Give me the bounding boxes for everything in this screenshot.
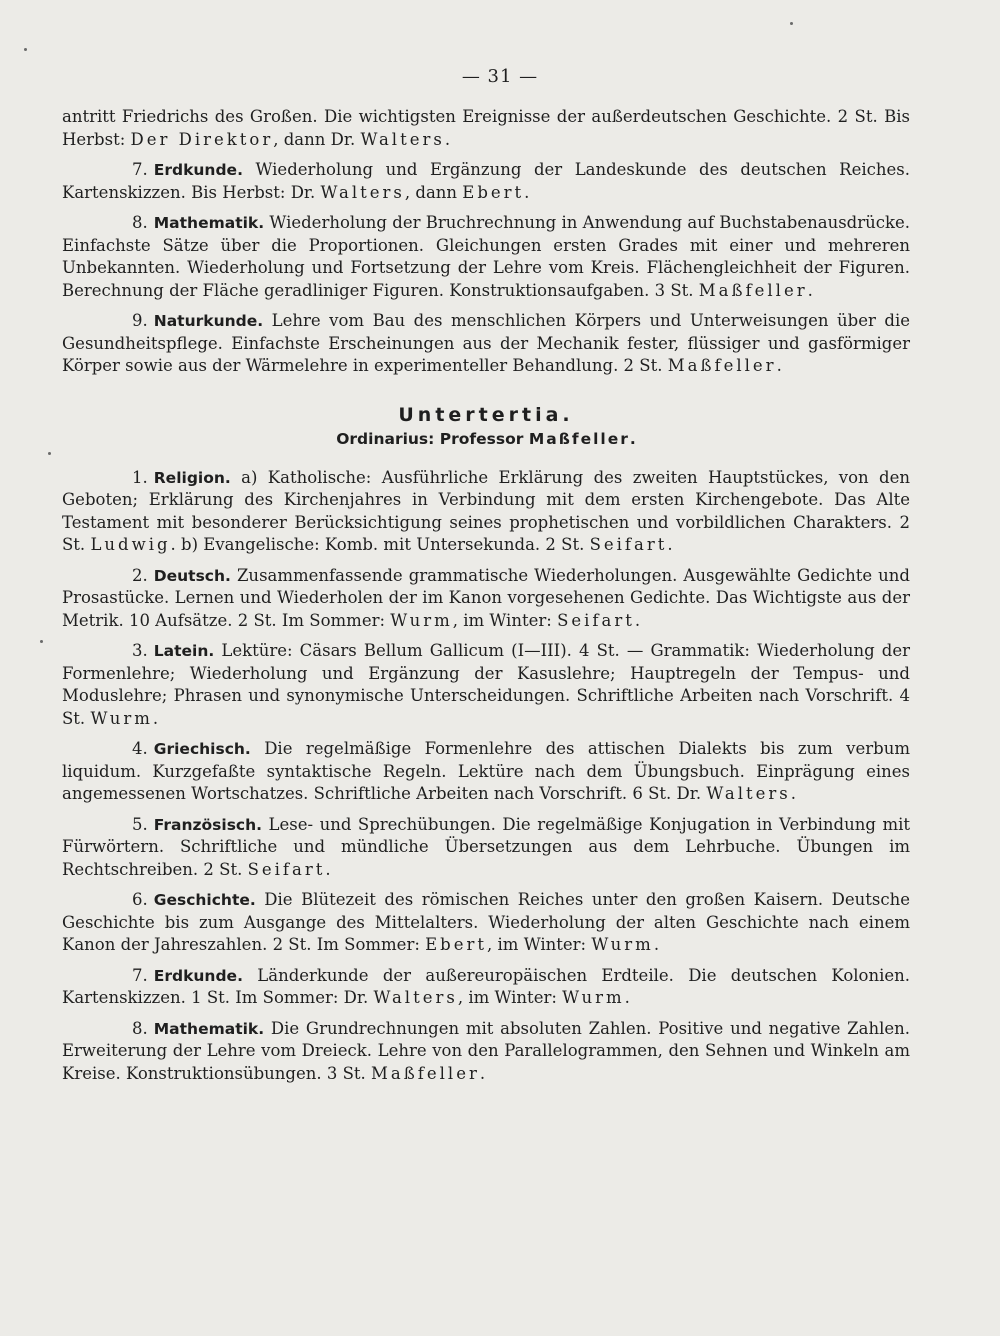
teacher-name: Ludwig xyxy=(90,535,171,554)
teacher-name: Maßfeller xyxy=(667,356,777,375)
paragraph-deutsch xyxy=(62,565,910,633)
subject-heading: Erdkunde. xyxy=(153,966,243,985)
paragraph-text: Die Grundrechnungen mit absoluten Zahlen. Positive und negative Zahlen. Erweiterung der Lehre vom Dreieck. Lehre von den Parallelogrammen, den Sehnen und Winkeln am Kreise. Konstruktionsübungen. 3 St. xyxy=(62,1018,910,1083)
paragraph-text: . xyxy=(807,280,813,300)
teacher-name: Wurm xyxy=(562,988,625,1007)
paragraph-continuation xyxy=(62,106,910,151)
paragraph-text: antritt Friedrichs des Großen. Die wichtigsten Ereignisse der außerdeutschen Geschichte. 2 St. Bis Herbst: xyxy=(62,107,910,149)
paragraph-text: . b) Evangelische: Komb. mit Untersekunda. 2 St. xyxy=(170,535,590,554)
teacher-name: Maßfeller xyxy=(698,280,808,300)
teacher-name: Wurm xyxy=(90,708,153,728)
paragraph-mathematik-prev xyxy=(62,212,910,302)
teacher-name: Ebert xyxy=(425,935,488,954)
paragraph-text: a) Katholische: Ausführliche Erklärung des zweiten Hauptstückes, von den Geboten; Erklärung des Kirchenjahres in Verbindung mit dem ersten Kirchengebote. Das Alte Testament mit besonderer Berücksichtigung seines prophetischen und vorbildlichen Charakters. 2 St. xyxy=(62,467,910,554)
paragraph-text: . xyxy=(634,610,641,630)
item-number: 3. xyxy=(132,641,148,660)
paragraph-franzoesisch xyxy=(62,814,910,882)
paragraph-text: Lese- und Sprechübungen. Die regelmäßige Konjugation in Verbindung mit Fürwörtern. Schriftliche und mündliche Übersetzungen aus dem Lehrbuche. Übungen im Rechtschreiben. 2 St. xyxy=(62,814,910,879)
teacher-name: Seifart xyxy=(557,610,635,630)
subject-heading: Französisch. xyxy=(153,815,263,834)
teacher-name: Walters xyxy=(320,182,405,202)
subject-heading: Erdkunde. xyxy=(153,161,243,179)
paragraph-text: , dann Dr. xyxy=(273,129,361,149)
subject-heading: Latein. xyxy=(153,642,215,660)
teacher-name: Seifart xyxy=(247,859,326,879)
paragraph-text: . xyxy=(325,859,331,879)
paragraph-text: Wiederholung und Ergänzung der Landeskunde des deutschen Reiches. Kartenskizzen. Bis Herbst: Dr. xyxy=(62,160,910,202)
ordinarius-label: Ordinarius: Professor xyxy=(336,430,529,448)
paragraph-text: Länderkunde der außereuropäischen Erdteile. Die deutschen Kolonien. Kartenskizzen. 1 St. Im Sommer: Dr. xyxy=(62,965,910,1007)
paragraph-erdkunde-prev xyxy=(62,159,910,204)
paragraph-text: . xyxy=(524,182,530,202)
scan-speck xyxy=(790,22,793,25)
paragraph-mathematik xyxy=(62,1018,910,1086)
scan-speck xyxy=(48,452,51,455)
paragraph-text: Wiederholung der Bruchrechnung in Anwendung auf Buchstabenausdrücke. Einfachste Sätze über die Proportionen. Gleichungen ersten Grades mit einer und mehreren Unbekannten. Wiederholung und Fortsetzung der Lehre vom Kreis. Flächengleichheit der Figuren. Berechnung der Fläche geradliniger Figuren. Konstruktionsaufgaben. 3 St. xyxy=(62,213,910,300)
scan-speck xyxy=(40,640,43,643)
subject-heading: Mathematik. xyxy=(153,214,265,232)
teacher-name: Wurm xyxy=(390,610,453,630)
subject-heading: Naturkunde. xyxy=(153,312,264,330)
item-number: 1. xyxy=(132,467,148,487)
teacher-name: Seifart xyxy=(589,535,668,554)
paragraph-text: Lektüre: Cäsars Bellum Gallicum (I—III). 4 St. — Grammatik: Wiederholung der Formenlehre; Wiederholung und Ergänzung der Kasuslehre; Hauptregeln der Tempus- und Moduslehre; Phrasen und synonymische Unterscheidungen. Schriftliche Arbeiten nach Vorschrift. 4 St. xyxy=(62,641,910,728)
paragraph-text: . xyxy=(624,988,630,1007)
teacher-name: Maßfeller xyxy=(371,1063,480,1083)
scan-speck xyxy=(24,48,27,51)
paragraph-text: . xyxy=(444,129,451,149)
section-title: Untertertia. xyxy=(398,403,574,426)
item-number: 5. xyxy=(132,814,148,834)
item-number: 7. xyxy=(132,965,148,985)
item-number: 9. xyxy=(132,311,148,330)
subject-heading: Deutsch. xyxy=(153,566,231,585)
teacher-name: Walters xyxy=(706,784,791,803)
paragraph-text: . xyxy=(790,784,796,803)
paragraph-text: . xyxy=(653,935,660,954)
paragraph-text: , im Winter: xyxy=(457,988,563,1007)
paragraph-geschichte xyxy=(62,889,910,957)
paragraph-text: . xyxy=(776,356,782,375)
item-number: 6. xyxy=(132,890,148,909)
paragraph-erdkunde xyxy=(62,965,910,1010)
subject-heading: Griechisch. xyxy=(153,740,251,758)
paragraph-text: . xyxy=(667,535,673,554)
subject-heading: Mathematik. xyxy=(153,1019,265,1038)
teacher-name: Walters xyxy=(360,129,445,149)
page-number: — 31 — xyxy=(461,66,539,87)
subject-heading: Religion. xyxy=(153,468,231,487)
paragraph-latein xyxy=(62,640,910,730)
paragraph-text: , im Winter: xyxy=(487,935,592,954)
item-number: 8. xyxy=(132,1018,148,1038)
teacher-name: Ebert xyxy=(462,182,525,202)
teacher-name: Wurm xyxy=(591,935,654,954)
ordinarius-end: . xyxy=(629,430,636,448)
document-body xyxy=(62,106,910,1093)
paragraph-religion xyxy=(62,467,910,557)
paragraph-text: , im Winter: xyxy=(452,610,558,630)
ordinarius-line xyxy=(62,428,910,451)
item-number: 2. xyxy=(132,565,148,585)
paragraph-naturkunde xyxy=(62,310,910,378)
paragraph-text: , dann xyxy=(404,182,463,202)
paragraph-text: . xyxy=(152,708,159,728)
item-number: 7. xyxy=(132,160,148,179)
item-number: 8. xyxy=(132,213,148,232)
paragraph-text: Die Blütezeit des römischen Reiches unter den großen Kaisern. Deutsche Geschichte bis zum Ausgange des Mittelalters. Wiederholung der alten Geschichte nach einem Kanon der Jahreszahlen. 2 St. Im Sommer: xyxy=(62,890,910,954)
paragraph-text: Lehre vom Bau des menschlichen Körpers und Unterweisungen über die Gesundheitspflege. Einfachste Erscheinungen aus der Mechanik fester, flüssiger und gasförmiger Körper sowie aus der Wärmelehre in experimenteller Behandlung. 2 St. xyxy=(62,311,910,375)
paragraph-text: Die regelmäßige Formenlehre des attischen Dialekts bis zum verbum liquidum. Kurzgefaßte syntaktische Regeln. Lektüre nach dem Übungsbuch. Einprägung eines angemessenen Wortschatzes. Schriftliche Arbeiten nach Vorschrift. 6 St. Dr. xyxy=(62,739,910,803)
subject-heading: Geschichte. xyxy=(153,891,256,909)
teacher-name: Walters xyxy=(373,988,458,1007)
item-number: 4. xyxy=(132,739,148,758)
ordinarius-name: Maßfeller xyxy=(528,430,630,448)
teacher-name: Der Direktor xyxy=(130,129,274,149)
paragraph-griechisch xyxy=(62,738,910,806)
paragraph-text: . xyxy=(479,1063,486,1083)
paragraph-text: Zusammenfassende grammatische Wiederholungen. Ausgewählte Gedichte und Prosastücke. Lernen und Wiederholen der im Kanon vorgesehenen Gedichte. Das Wichtigste aus der Metrik. 10 Aufsätze. 2 St. Im Sommer: xyxy=(62,565,910,630)
